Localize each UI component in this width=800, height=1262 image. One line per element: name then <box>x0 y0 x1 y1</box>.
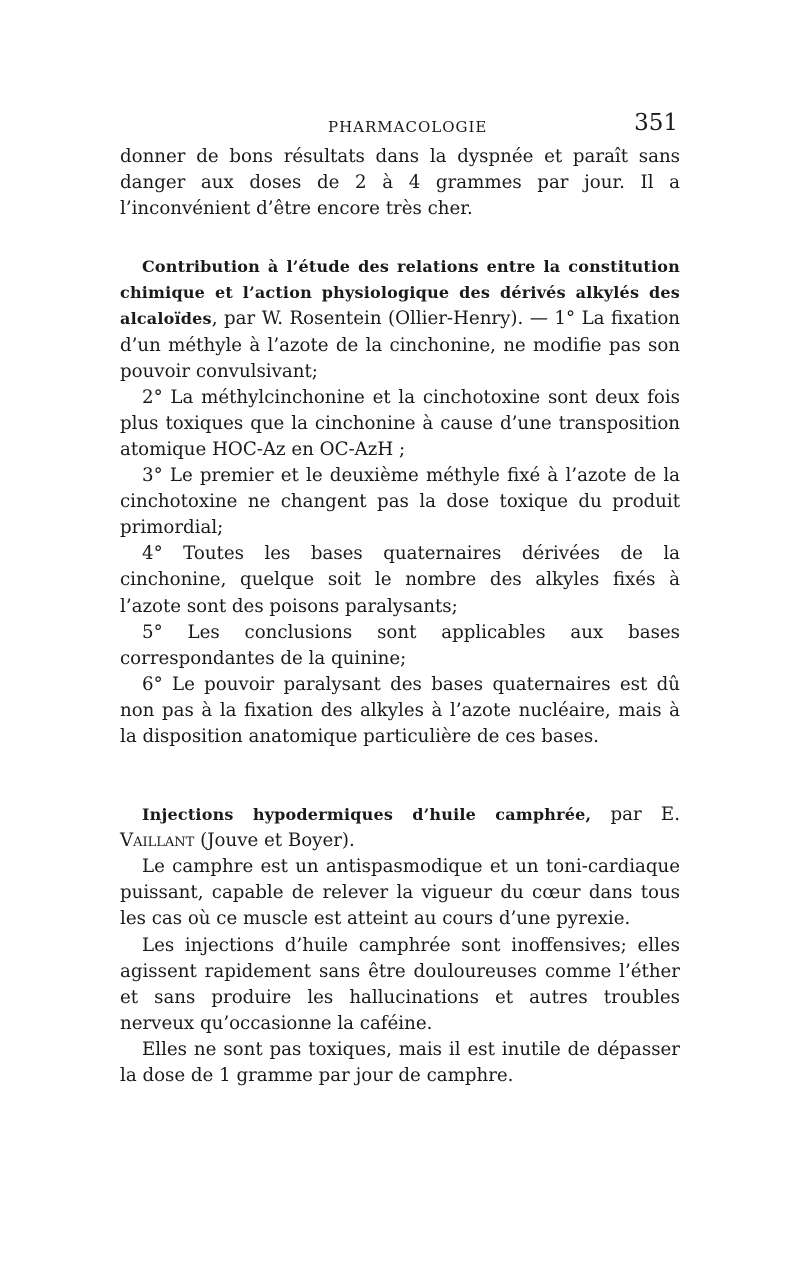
article-2-paragraph-2: Les injections d’huile camphrée sont inoffensives; elles agissent rapidement sans être douloureuses comme l’éther et sans produire les hallucinations et autres troubles nerveux qu’occasionne la caféine. <box>120 934 680 1034</box>
article-1-point-5: 5° Les conclusions sont applicables aux bases correspondantes de la quinine; <box>120 621 680 669</box>
article-1-byline: , par W. Rosentein (Ollier-Henry). — 1° La fixation d’un méthyle à l’azote de la cinchonine, ne modifie pas son pouvoir convulsivant; <box>120 308 680 382</box>
article-1-point-3: 3° Le premier et le deuxième méthyle fixé à l’azote de la cinchotoxine ne changent pas la dose toxique du produit primordial; <box>120 465 680 539</box>
article-2-paragraph-1: Le camphre est un antispasmodique et un toni-cardiaque puissant, capable de relever la vigueur du cœur dans tous les cas où ce muscle est atteint au cours d’une pyrexie. <box>120 856 680 930</box>
article-2-title: Injections hypodermiques d’huile camphrée, <box>142 805 592 825</box>
article-1-point-6: 6° Le pouvoir paralysant des bases quaternaires est dû non pas à la fixation des alkyles à l’azote nucléaire, mais à la disposition anatomique particulière de ces bases. <box>120 673 680 747</box>
page-body <box>120 144 680 1089</box>
article-1-point-4: 4° Toutes les bases quaternaires dérivées de la cinchonine, quelque soit le nombre des alkyles fixés à l’azote sont des poisons paralysants; <box>120 543 680 617</box>
continuation-paragraph: donner de bons résultats dans la dyspnée et paraît sans danger aux doses de 2 à 4 grammes par jour. Il a l’inconvénient d’être encore très cher. <box>120 146 680 220</box>
article-2-paragraph-3: Elles ne sont pas toxiques, mais il est inutile de dépasser la dose de 1 gramme par jour de camphre. <box>120 1038 680 1086</box>
article-1-point-2: 2° La méthylcinchonine et la cinchotoxine sont deux fois plus toxiques que la cinchonine à cause d’une transposition atomique HOC-Az en OC-AzH ; <box>120 386 680 460</box>
article-2-source: (Jouve et Boyer). <box>194 830 355 852</box>
article-1-lead-paragraph <box>120 254 680 384</box>
page-number: 351 <box>634 110 678 136</box>
running-head-title: PHARMACOLOGIE <box>328 118 488 136</box>
article-2-by: par E. <box>591 804 680 826</box>
article-2-heading <box>120 802 680 854</box>
article-1-title: Contribution à l’étude des relations entre la constitution chimique et l’action physiologique des dérivés alkylés des alcaloïdes <box>120 257 680 329</box>
running-head <box>120 108 680 142</box>
article-2-author: Vaillant <box>120 830 195 852</box>
